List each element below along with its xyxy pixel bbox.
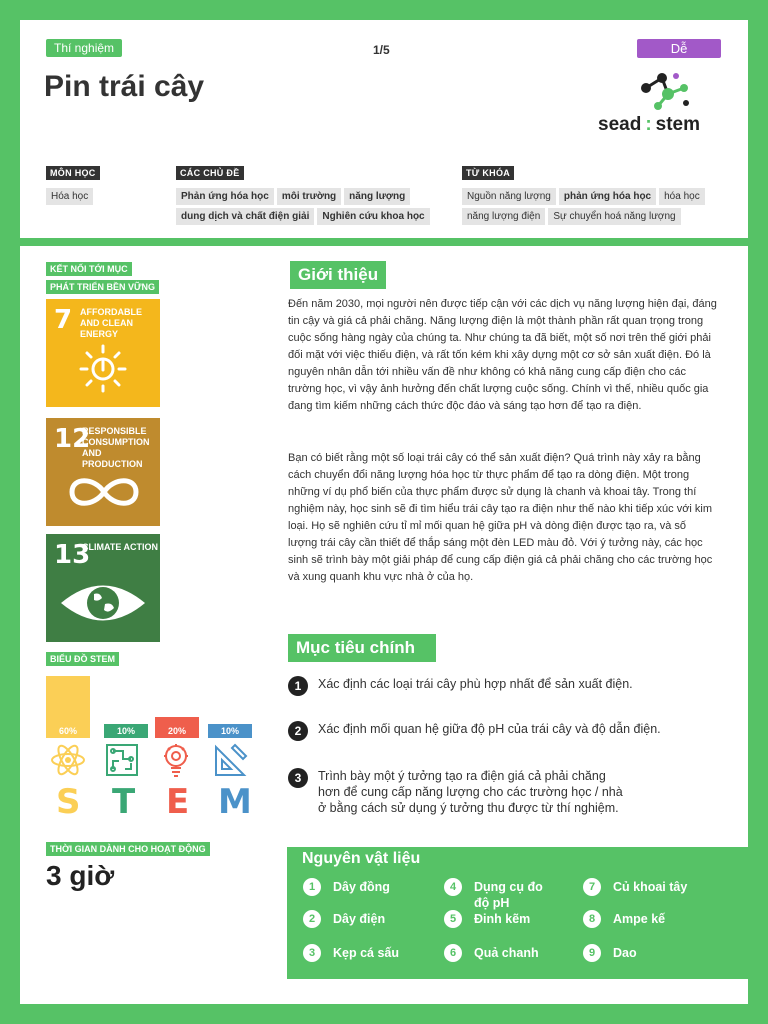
material-text-line: Ampe kế [613, 912, 666, 926]
material-text-line: Dây đồng [333, 880, 390, 894]
stem-bar-m [208, 724, 252, 738]
stem-bar-t [104, 724, 148, 738]
chip-keyword: năng lượng điện [462, 208, 545, 225]
chip-keyword: phản ứng hóa học [559, 188, 656, 205]
stem-bar-e [155, 717, 199, 738]
material-number-badge: 5 [444, 910, 462, 928]
atom-icon [50, 742, 86, 778]
stem-letters [46, 782, 258, 822]
goal-text-line: ở bằng cách sử dụng ý tưởng thu được từ thí nghiệm. [318, 801, 619, 815]
material-number-badge: 6 [444, 944, 462, 962]
stem-bar-label: 10% [220, 726, 239, 736]
chip-topic: dung dịch và chất điện giải [176, 208, 314, 225]
sdg-title: CLIMATE ACTION [82, 542, 158, 552]
sdg-connect-label-2: PHÁT TRIỂN BỀN VỮNG [46, 280, 159, 294]
material-text-line: Kẹp cá sấu [333, 946, 400, 960]
material-number-badge: 9 [583, 944, 601, 962]
material-number-badge: 7 [583, 878, 601, 896]
difficulty-badge: Dễ [637, 39, 721, 58]
stem-bar-s [46, 676, 90, 738]
stem-chart [46, 670, 258, 738]
materials-box [287, 847, 748, 979]
sdg-title: AFFORDABLE AND CLEAN ENERGY [80, 307, 142, 339]
content-panel [20, 246, 748, 1004]
material-number-badge: 8 [583, 910, 601, 928]
sdg-card-12 [46, 418, 160, 526]
sdg-connect-label: KẾT NỐI TỚI MỤC [46, 262, 132, 276]
material-item [444, 945, 584, 961]
goal-text-line: Xác định mối quan hệ giữa độ pH của trái cây và độ dẫn điện. [318, 722, 661, 736]
stem-letter-t: T [112, 782, 136, 822]
logo-text-stem: stem [655, 114, 700, 135]
category-tag: Thí nghiệm [46, 39, 122, 57]
eye-globe-icon [58, 578, 148, 628]
material-text-line: Đinh kẽm [474, 912, 531, 926]
material-item [444, 911, 584, 927]
materials-title: Nguyên vật liệu [302, 850, 421, 867]
chip-subject: Hóa học [46, 188, 93, 205]
material-text-line: Dụng cụ đo [474, 880, 543, 894]
goal-number-badge: 1 [288, 676, 308, 696]
keywords-label: TỪ KHÓA [462, 166, 514, 180]
chip-topic: Phản ứng hóa học [176, 188, 274, 205]
header-panel [20, 20, 748, 238]
material-text-line: Quả chanh [474, 946, 539, 960]
circuit-icon [105, 743, 139, 777]
material-number-badge: 4 [444, 878, 462, 896]
topic-chips [176, 188, 456, 228]
chip-keyword: Nguồn năng lượng [462, 188, 556, 205]
stem-letter-s: S [56, 782, 81, 822]
intro-title: Giới thiệu [290, 261, 386, 289]
material-item [303, 911, 443, 927]
ruler-icon [213, 742, 249, 778]
chip-keyword: Sự chuyển hoá năng lượng [548, 208, 680, 225]
page-number: 1/5 [373, 43, 390, 57]
sdg-title: RESPONSIBLE CONSUMPTION AND PRODUCTION [82, 426, 150, 469]
material-item [303, 945, 443, 961]
sdg-card-7 [46, 299, 160, 407]
goal-text-line: Trình bày một ý tưởng tạo ra điện giá cả phải chăng [318, 769, 606, 783]
power-icon [78, 343, 128, 393]
sdg-number: 7 [54, 305, 73, 335]
chip-topic: môi trường [277, 188, 341, 205]
goal-number-badge: 2 [288, 721, 308, 741]
time-value: 3 giờ [46, 860, 115, 891]
sdg-number: 12 [54, 424, 91, 454]
stem-letter-e: E [166, 782, 190, 822]
material-item [583, 945, 723, 961]
gear-bulb-icon [158, 742, 194, 778]
topics-label: CÁC CHỦ ĐỀ [176, 166, 244, 180]
intro-paragraph-1: Đến năm 2030, mọi người nên được tiếp cận với các dịch vụ năng lượng hiện đại, đáng tin cậy và giá cả phải chăng. Năng lượng điện là một thành phần rất quan trọng trong cuộc sống hàng ngày của chúng ta. Như chúng ta đã biết, một số nơi trên thế giới phải đối mặt với việc thiếu điện, và rất tốn kém khi xây dựng một cơ sở sản xuất điện. Đó là nguyên nhân dẫn tới nhiều vấn đề như không có khả năng cung cấp điện cho các trường học, vì vậy ảnh hưởng đến chất lượng cuộc sống. Chính vì thế, nhiều quốc gia đang tìm kiếm những cách thức độc đáo và sáng tạo hơn để tạo ra điện. [288, 298, 717, 412]
goal-item [288, 676, 728, 696]
seadstem-logo: sead : stem [598, 70, 728, 138]
stem-icons [46, 742, 258, 778]
goals-title: Mục tiêu chính [288, 634, 436, 662]
stem-bar-label: 20% [167, 726, 186, 736]
material-number-badge: 2 [303, 910, 321, 928]
keyword-chips [462, 188, 744, 228]
goal-item [288, 721, 728, 741]
material-text-line: Dao [613, 946, 637, 960]
chip-keyword: hóa học [659, 188, 705, 205]
sdg-card-13 [46, 534, 160, 642]
material-number-badge: 1 [303, 878, 321, 896]
sdg-number: 13 [54, 540, 91, 570]
material-text-line: Củ khoai tây [613, 880, 688, 894]
goal-text-line: Xác định các loại trái cây phù hợp nhất để sản xuất điện. [318, 677, 633, 691]
material-text-line: độ pH [474, 896, 510, 910]
logo-molecule-icon [636, 70, 696, 112]
goal-item [288, 768, 728, 820]
goal-number-badge: 3 [288, 768, 308, 788]
stem-bar-label: 60% [58, 726, 77, 736]
material-item [583, 879, 723, 895]
stem-letter-m: M [218, 782, 252, 822]
chip-topic: Nghiên cứu khoa học [317, 208, 429, 225]
stem-chart-label: BIỂU ĐỒ STEM [46, 652, 119, 666]
stem-bar-label: 10% [116, 726, 135, 736]
page-title: Pin trái cây [44, 70, 205, 103]
time-label: THỜI GIAN DÀNH CHO HOẠT ĐỘNG [46, 842, 210, 856]
material-number-badge: 3 [303, 944, 321, 962]
material-item [444, 879, 584, 911]
infinity-icon [64, 472, 144, 512]
material-text-line: Dây điện [333, 912, 386, 926]
material-item [303, 879, 443, 895]
intro-paragraph-2: Bạn có biết rằng một số loại trái cây có thể sản xuất điện? Quá trình này xảy ra bằng cách chuyển đổi năng lượng hóa học từ thực phẩm để tạo ra dòng điện. Một trong những ví dụ phổ biến của thực phẩm được sử dụng là chanh và khoai tây. Trong thí nghiệm này, học sinh sẽ đi tìm hiểu trái cây tạo ra điện như thế nào khi tiếp xúc với kim loại. Họ sẽ nghiên cứu tỉ mỉ mối quan hệ giữa pH và dòng điện được tạo ra, và số lượng trái cây cần thiết để thắp sáng một đèn LED màu đỏ. Với ý tưởng này, các học sinh sẽ trình bày một giải pháp để cung cấp điện giá cả phải chăng cho các trường học và xung quanh khu vực nhà ở của họ. [288, 452, 713, 583]
subject-label: MÔN HỌC [46, 166, 100, 180]
chip-topic: năng lượng [344, 188, 410, 205]
subject-chips [46, 188, 166, 208]
goal-text-line: hơn để cung cấp năng lượng cho các trường học / nhà [318, 785, 623, 799]
material-item [583, 911, 723, 927]
logo-text-sead: sead [598, 114, 642, 135]
